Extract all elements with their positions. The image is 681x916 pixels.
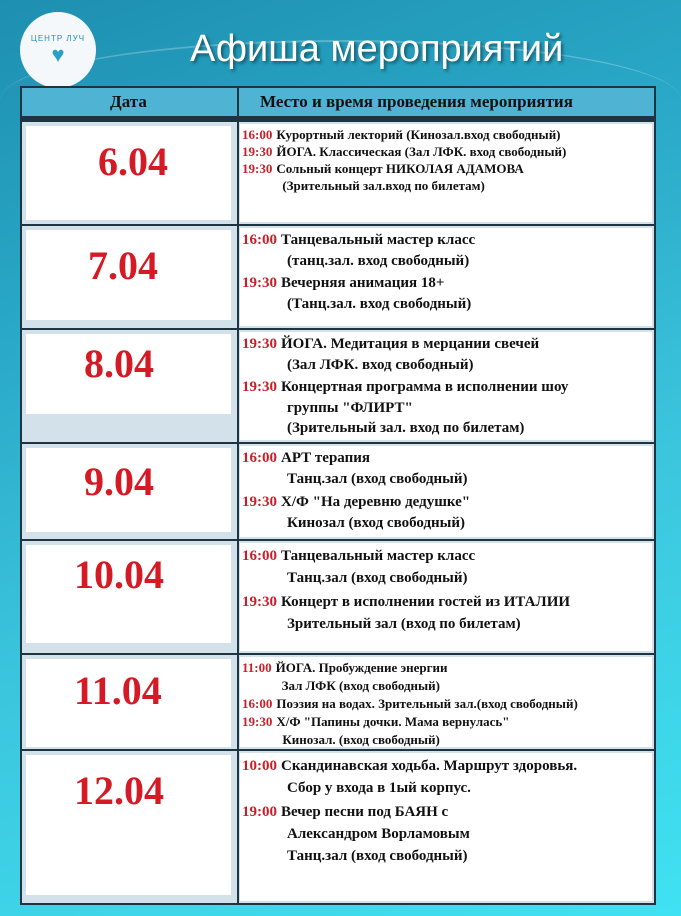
event-line: Сбор у входа в 1ый корпус. (287, 780, 471, 796)
event-time: 11:00 (242, 660, 272, 675)
event-time: 19:30 (242, 714, 273, 729)
date-cell (26, 755, 231, 895)
event-item (242, 334, 650, 375)
event-line: группы "ФЛИРТ" (287, 399, 413, 416)
logo (20, 12, 96, 88)
event-item (242, 545, 650, 589)
event-line: Х/Ф "На деревню дедушке" (281, 494, 471, 510)
page-title: Афиша мероприятий (190, 28, 564, 70)
heart-icon: ♥ (51, 41, 65, 67)
events-table (20, 86, 656, 905)
event-time: 10:00 (242, 758, 277, 774)
event-line: Сольный концерт НИКОЛАЯ АДАМОВА (276, 161, 524, 176)
event-time: 19:00 (242, 804, 277, 820)
event-line: Курортный лекторий (Кинозал.вход свободный) (276, 127, 561, 142)
event-line: Концерт в исполнении гостей из ИТАЛИИ (281, 594, 571, 610)
events-cell (240, 753, 652, 901)
event-line: ЙОГА. Медитация в мерцании свечей (281, 336, 540, 352)
event-item (242, 273, 650, 314)
date-label: 12.04 (74, 768, 164, 813)
event-line: Танцевальный мастер класс (281, 232, 476, 248)
events-cell (240, 124, 652, 222)
event-item (242, 230, 650, 271)
event-line: ЙОГА. Пробуждение энергии (275, 660, 448, 675)
event-description (281, 492, 650, 534)
event-time: 19:30 (242, 594, 277, 610)
table-header (22, 88, 654, 120)
event-line: (Зрительный зал.вход по билетам) (282, 178, 485, 193)
event-item (242, 448, 650, 490)
event-time: 19:30 (242, 144, 273, 159)
event-time: 16:00 (242, 548, 277, 564)
date-label: 11.04 (74, 668, 162, 713)
event-item (242, 492, 650, 534)
event-line: Александром Ворламовым (287, 826, 470, 842)
event-line: Танцевальный мастер класс (281, 548, 476, 564)
events-cell (240, 543, 652, 651)
date-label: 6.04 (98, 139, 168, 184)
event-description (281, 377, 650, 439)
date-label: 9.04 (84, 459, 154, 504)
event-description (276, 126, 650, 143)
table-row (22, 224, 654, 328)
events-cell (240, 332, 652, 440)
event-description (281, 755, 650, 799)
date-label: 8.04 (84, 341, 154, 386)
event-time: 16:00 (242, 127, 273, 142)
event-line: Зрительный зал (вход по билетам) (287, 616, 521, 632)
event-line: Танц.зал (вход свободный) (287, 570, 468, 586)
event-description (276, 695, 650, 713)
event-item (242, 126, 650, 143)
date-cell (26, 545, 231, 643)
table-row (22, 120, 654, 224)
event-time: 19:30 (242, 275, 277, 291)
event-time: 16:00 (242, 696, 273, 711)
event-line: Кинозал (вход свободный) (287, 515, 466, 531)
event-item (242, 591, 650, 635)
event-item (242, 801, 650, 867)
logo-text: ЦЕНТР ЛУЧ (30, 33, 86, 43)
event-line: Танц.зал (вход свободный) (287, 471, 468, 487)
event-item (242, 143, 650, 160)
event-description (276, 713, 650, 749)
event-time: 16:00 (242, 232, 277, 248)
table-row (22, 749, 654, 903)
column-divider (237, 88, 239, 903)
event-description (281, 230, 650, 271)
event-time: 19:30 (242, 494, 277, 510)
event-line: (танц.зал. вход свободный) (287, 252, 470, 269)
event-line: Зал ЛФК (вход свободный) (281, 678, 440, 693)
event-line: Концертная программа в исполнении шоу (281, 379, 569, 395)
date-cell (26, 126, 231, 220)
event-item (242, 755, 650, 799)
event-description (281, 545, 650, 589)
event-line: Поэзия на водах. Зрительный зал.(вход свободный) (276, 696, 578, 711)
event-description (281, 448, 650, 490)
table-row (22, 442, 654, 539)
event-line: Х/Ф "Папины дочки. Мама вернулась" (276, 714, 510, 729)
date-cell (26, 659, 231, 747)
date-cell (26, 448, 231, 532)
event-time: 19:30 (242, 161, 273, 176)
event-line: АРТ терапия (281, 450, 371, 466)
event-description (276, 143, 650, 160)
event-time: 16:00 (242, 450, 277, 466)
date-label: 7.04 (88, 243, 158, 288)
event-item (242, 377, 650, 439)
event-line: Танц.зал (вход свободный) (287, 848, 468, 864)
event-line: (Зрительный зал. вход по билетам) (287, 420, 525, 436)
event-line: (Зал ЛФК. вход свободный) (287, 356, 474, 373)
date-cell (26, 334, 231, 414)
event-description (281, 273, 650, 314)
event-description (281, 334, 650, 375)
header-date: Дата (110, 92, 147, 111)
event-item (242, 695, 650, 713)
date-cell (26, 230, 231, 320)
event-line: Кинозал. (вход свободный) (282, 732, 440, 747)
event-time: 19:30 (242, 336, 277, 352)
events-cell (240, 228, 652, 326)
event-description (281, 591, 650, 635)
event-description (281, 801, 650, 867)
event-description (276, 160, 650, 194)
event-time: 19:30 (242, 379, 277, 395)
table-row (22, 539, 654, 653)
date-label: 10.04 (74, 552, 164, 597)
event-line: Вечер песни под БАЯН с (281, 804, 449, 820)
header-place: Место и время проведения мероприятия (260, 92, 573, 111)
event-item (242, 659, 650, 695)
event-line: ЙОГА. Классическая (Зал ЛФК. вход свободный) (276, 144, 567, 159)
table-row (22, 328, 654, 442)
event-description (276, 659, 650, 695)
event-line: Скандинавская ходьба. Маршрут здоровья. (281, 758, 578, 774)
event-item (242, 160, 650, 194)
events-cell (240, 446, 652, 537)
table-row (22, 653, 654, 749)
event-line: (Танц.зал. вход свободный) (287, 295, 472, 312)
event-item (242, 713, 650, 749)
events-cell (240, 657, 652, 747)
event-line: Вечерняя анимация 18+ (281, 275, 445, 291)
